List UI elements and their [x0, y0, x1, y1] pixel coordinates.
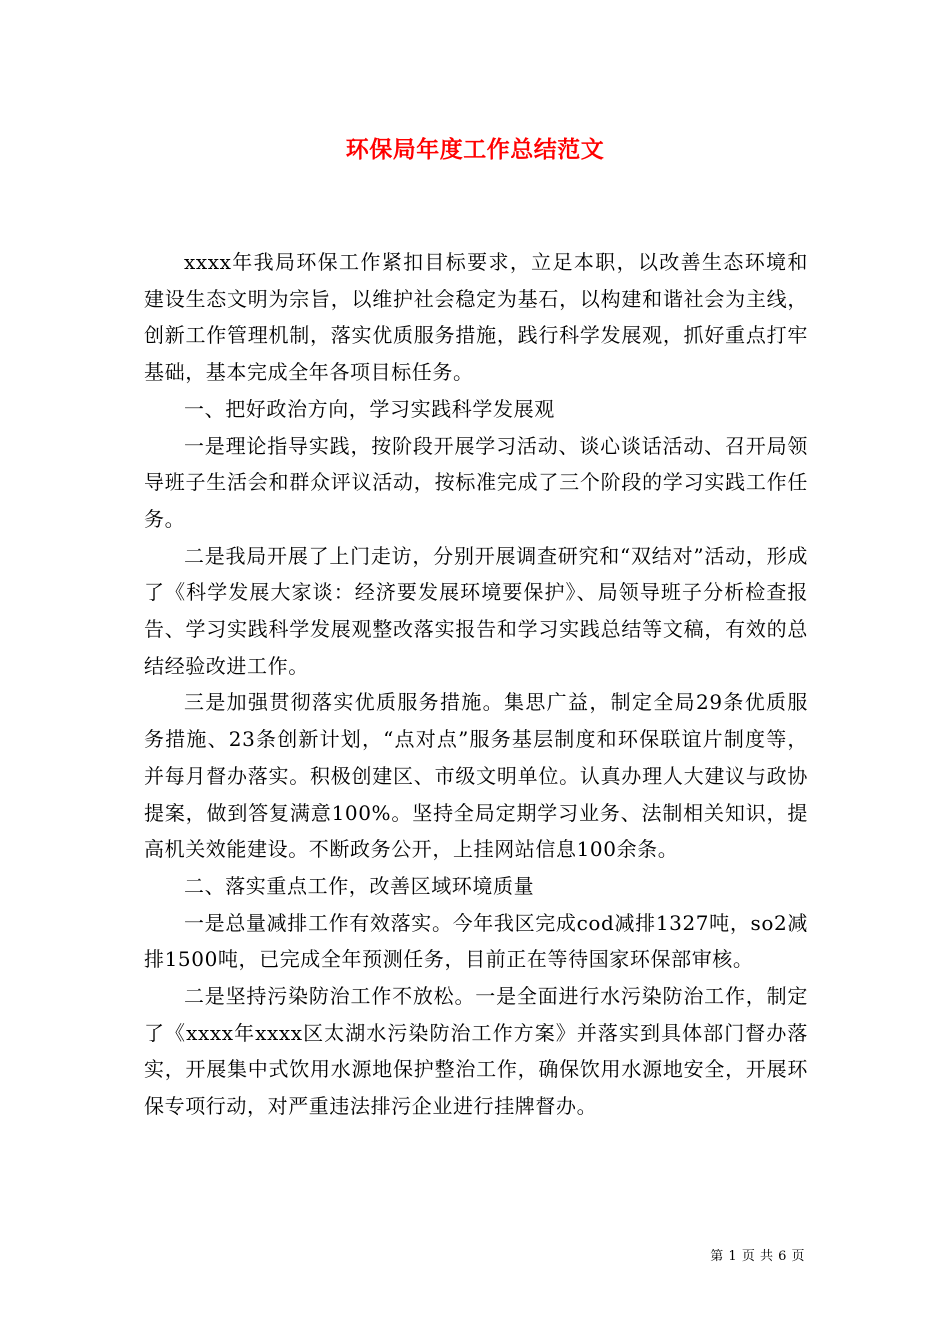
- paragraph-1-2: 二是我局开展了上门走访，分别开展调查研究和“双结对”活动，形成了《科学发展大家谈：经济要发展环境要保护》、局领导班子分析检查报告、学习实践科学发展观整改落实报告和学习实践总结等文稿，有效的总结经验改进工作。: [144, 543, 808, 678]
- section-heading-1: 一、把好政治方向，学习实践科学发展观: [184, 396, 555, 421]
- paragraph-1-1: 一是理论指导实践，按阶段开展学习活动、谈心谈话活动、召开局领导班子生活会和群众评议活动，按标准完成了三个阶段的学习实践工作任务。: [144, 433, 808, 531]
- section-heading-2: 二、落实重点工作，改善区域环境质量: [184, 873, 535, 898]
- paragraph-2-1: 一是总量减排工作有效落实。今年我区完成cod减排1327吨，so2减排1500吨，已完成全年预测任务，目前正在等待国家环保部审核。: [144, 910, 808, 972]
- document-title: 环保局年度工作总结范文: [345, 136, 605, 163]
- page-number-footer: 第 1 页 共 6 页: [710, 1249, 805, 1264]
- paragraph-2-2: 二是坚持污染防治工作不放松。一是全面进行水污染防治工作，制定了《xxxx年xxxx区太湖水污染防治工作方案》并落实到具体部门督办落实，开展集中式饮用水源地保护整治工作，确保饮用水源地安全，开展环保专项行动，对严重违法排污企业进行挂牌督办。: [144, 984, 808, 1119]
- document-body: [144, 244, 808, 1125]
- paragraph-1-3: 三是加强贯彻落实优质服务措施。集思广益，制定全局29条优质服务措施、23条创新计划，“点对点”服务基层制度和环保联谊片制度等，并每月督办落实。积极创建区、市级文明单位。认真办理人大建议与政协提案，做到答复满意100%。坚持全局定期学习业务、法制相关知识，提高机关效能建设。不断政务公开，上挂网站信息100余条。: [144, 690, 808, 862]
- paragraph-intro: xxxx年我局环保工作紧扣目标要求，立足本职，以改善生态环境和建设生态文明为宗旨，以维护社会稳定为基石，以构建和谐社会为主线，创新工作管理机制，落实优质服务措施，践行科学发展观，抓好重点打牢基础，基本完成全年各项目标任务。: [144, 250, 808, 385]
